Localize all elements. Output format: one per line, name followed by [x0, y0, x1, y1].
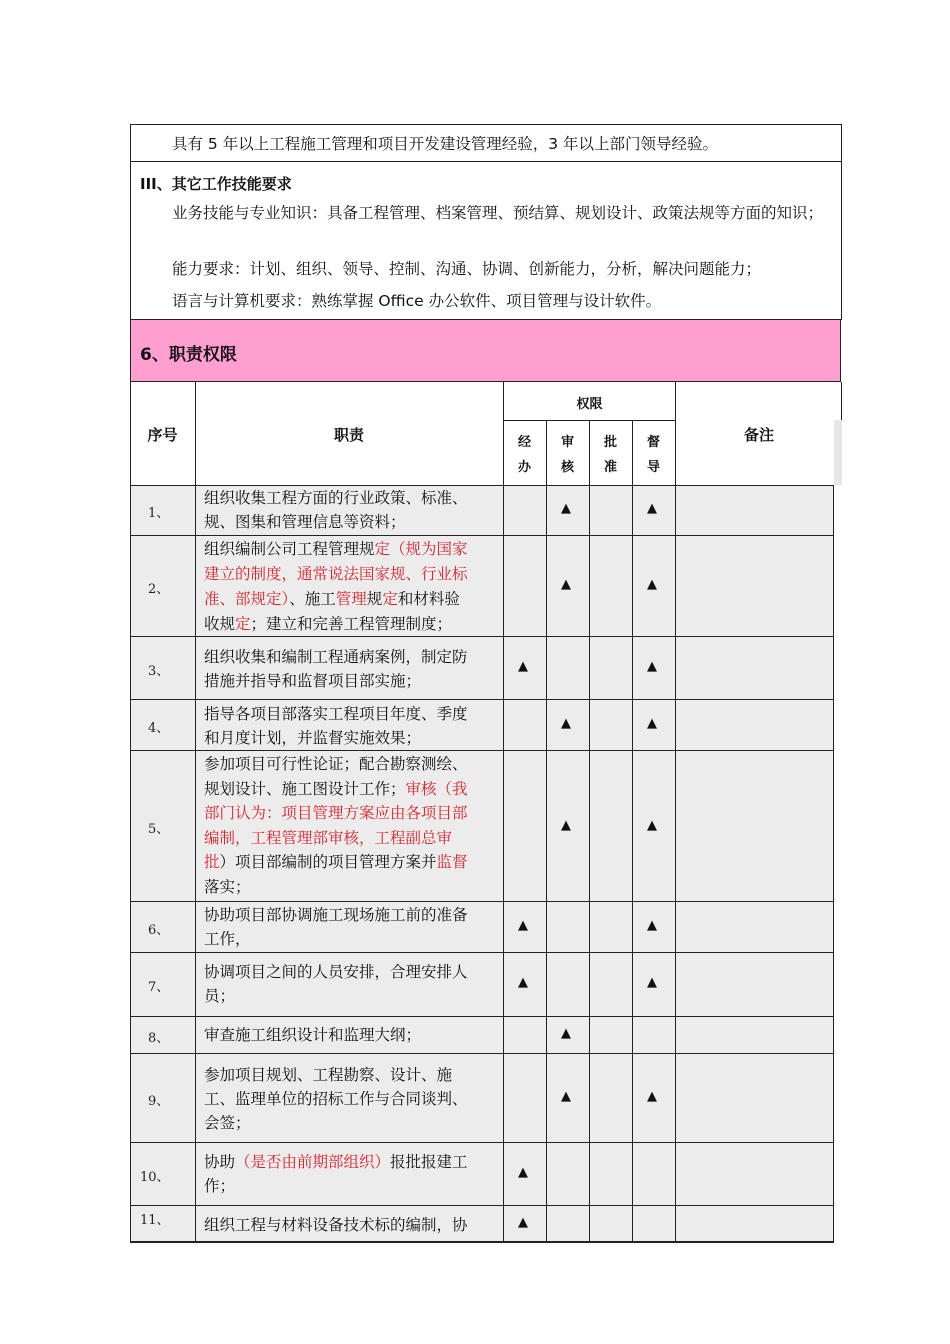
row-10-duty: 协助（是否由前期部组织）报批报建工 作；	[204, 1153, 468, 1195]
row-line-6	[130, 952, 834, 953]
row-4-supervise-mark: ▲	[647, 716, 657, 731]
header-approve	[589, 430, 632, 480]
row-5-no: 5、	[148, 822, 170, 837]
header-supervise	[632, 430, 675, 480]
row-2-duty: 组织编制公司工程管理规定（规为国家 建立的制度，通常说法国家规、行业标 准、部规定）、施工管理规定和材料验 收规定；建立和完善工程管理制度；	[204, 540, 468, 633]
row-9-no: 9、	[148, 1094, 170, 1109]
header-approve-1: 批	[603, 435, 617, 450]
header-handle	[503, 430, 546, 480]
row-line-5	[130, 901, 834, 902]
header-no: 序号	[147, 426, 178, 444]
experience-requirement: 具有 5 年以上工程施工管理和项目开发建设管理经验，3 年以上部门领导经验。	[172, 135, 719, 153]
header-supervise-1: 督	[646, 435, 660, 450]
top-box-divider	[130, 161, 842, 162]
section-iii-heading: III、其它工作技能要求	[140, 175, 292, 193]
row-5-duty: 参加项目可行性论证；配合勘察测绘、 规划设计、施工图设计工作；审核（我 部门认为：项目管理方案应由各项目部 编制，工程管理部审核，工程副总审 批）项目部编制的项目管理方案并监督 落实；	[204, 755, 468, 896]
row-11-handle-mark: ▲	[518, 1215, 528, 1230]
col-line-7-top	[841, 382, 842, 420]
row-5-supervise-mark: ▲	[647, 818, 657, 833]
row-2-review-mark: ▲	[561, 577, 571, 592]
skills-ability: 能力要求：计划、组织、领导、控制、沟通、协调、创新能力，分析，解决问题能力；	[172, 260, 762, 278]
row-3-no: 3、	[148, 664, 170, 679]
row-line-header-split	[503, 420, 676, 421]
row-11-no: 11、	[140, 1213, 170, 1228]
skills-computer: 语言与计算机要求：熟练掌握 Office 办公软件、项目管理与设计软件。	[172, 292, 662, 310]
row-8-no: 8、	[148, 1031, 170, 1046]
header-supervise-2: 导	[646, 460, 660, 475]
header-approve-2: 准	[603, 460, 617, 475]
col-line-7	[833, 485, 834, 1243]
row-line-11	[130, 1241, 834, 1243]
row-4-no: 4、	[148, 721, 170, 736]
row-4-review-mark: ▲	[561, 716, 571, 731]
row-8-review-mark: ▲	[561, 1026, 571, 1041]
header-handle-1: 经	[517, 435, 531, 450]
row-7-handle-mark: ▲	[518, 975, 528, 990]
row-10-no: 10、	[140, 1170, 170, 1185]
top-box-top-border	[130, 124, 842, 125]
row-5-review-mark: ▲	[561, 818, 571, 833]
col-line-3	[546, 420, 547, 1243]
row-3-handle-mark: ▲	[518, 659, 528, 674]
row-3-duty: 组织收集和编制工程通病案例，制定防 措施并指导和监督项目部实施；	[204, 648, 468, 690]
row-7-duty: 协调项目之间的人员安排，合理安排人 员；	[204, 963, 468, 1005]
row-1-duty: 组织收集工程方面的行业政策、标准、 规、图集和管理信息等资料；	[204, 489, 468, 531]
row-9-supervise-mark: ▲	[647, 1089, 657, 1104]
row-9-duty: 参加项目规划、工程勘察、设计、施 工、监理单位的招标工作与合同谈判、 会签；	[204, 1066, 468, 1132]
row-1-no: 1、	[148, 506, 170, 521]
header-handle-2: 办	[517, 460, 531, 475]
header-review-1: 审	[560, 435, 574, 450]
header-review-2: 核	[560, 460, 574, 475]
row-7-no: 7、	[148, 980, 170, 995]
col-line-2	[503, 382, 504, 1243]
row-1-review-mark: ▲	[561, 501, 571, 516]
row-2-no: 2、	[148, 582, 170, 597]
header-authority: 权限	[576, 397, 603, 412]
row-6-supervise-mark: ▲	[647, 918, 657, 933]
row-line-1	[130, 535, 834, 536]
row-line-7	[130, 1016, 834, 1017]
row-1-supervise-mark: ▲	[647, 501, 657, 516]
row-line-3	[130, 699, 834, 700]
header-remark: 备注	[743, 426, 774, 444]
header-duty: 职责	[333, 426, 364, 444]
row-7-supervise-mark: ▲	[647, 975, 657, 990]
col-line-1	[195, 382, 196, 1243]
skills-knowledge: 业务技能与专业知识：具备工程管理、档案管理、预结算、规划设计、政策法规等方面的知识；	[172, 204, 824, 222]
top-box-left-border	[130, 124, 131, 320]
row-8-duty: 审查施工组织设计和监理大纲；	[204, 1026, 422, 1044]
col-line-0	[130, 382, 131, 1243]
header-review	[546, 430, 589, 480]
col-line-5	[632, 420, 633, 1243]
row-6-duty: 协助项目部协调施工现场施工前的准备 工作，	[204, 906, 468, 948]
row-line-9	[130, 1142, 834, 1143]
row-line-10	[130, 1205, 834, 1206]
row-10-handle-mark: ▲	[518, 1165, 528, 1180]
row-6-handle-mark: ▲	[518, 918, 528, 933]
col-line-6	[675, 382, 676, 1243]
row-2-supervise-mark: ▲	[647, 577, 657, 592]
section-6-title: 6、职责权限	[140, 345, 237, 365]
col-line-4	[589, 420, 590, 1243]
top-box-right-border	[841, 124, 842, 320]
row-11-duty: 组织工程与材料设备技术标的编制，协	[204, 1216, 468, 1234]
row-line-4	[130, 750, 834, 751]
row-4-duty: 指导各项目部落实工程项目年度、季度 和月度计划，并监督实施效果；	[204, 705, 468, 747]
row-9-review-mark: ▲	[561, 1089, 571, 1104]
row-6-no: 6、	[148, 923, 170, 938]
row-3-supervise-mark: ▲	[647, 659, 657, 674]
row-line-8	[130, 1053, 834, 1054]
